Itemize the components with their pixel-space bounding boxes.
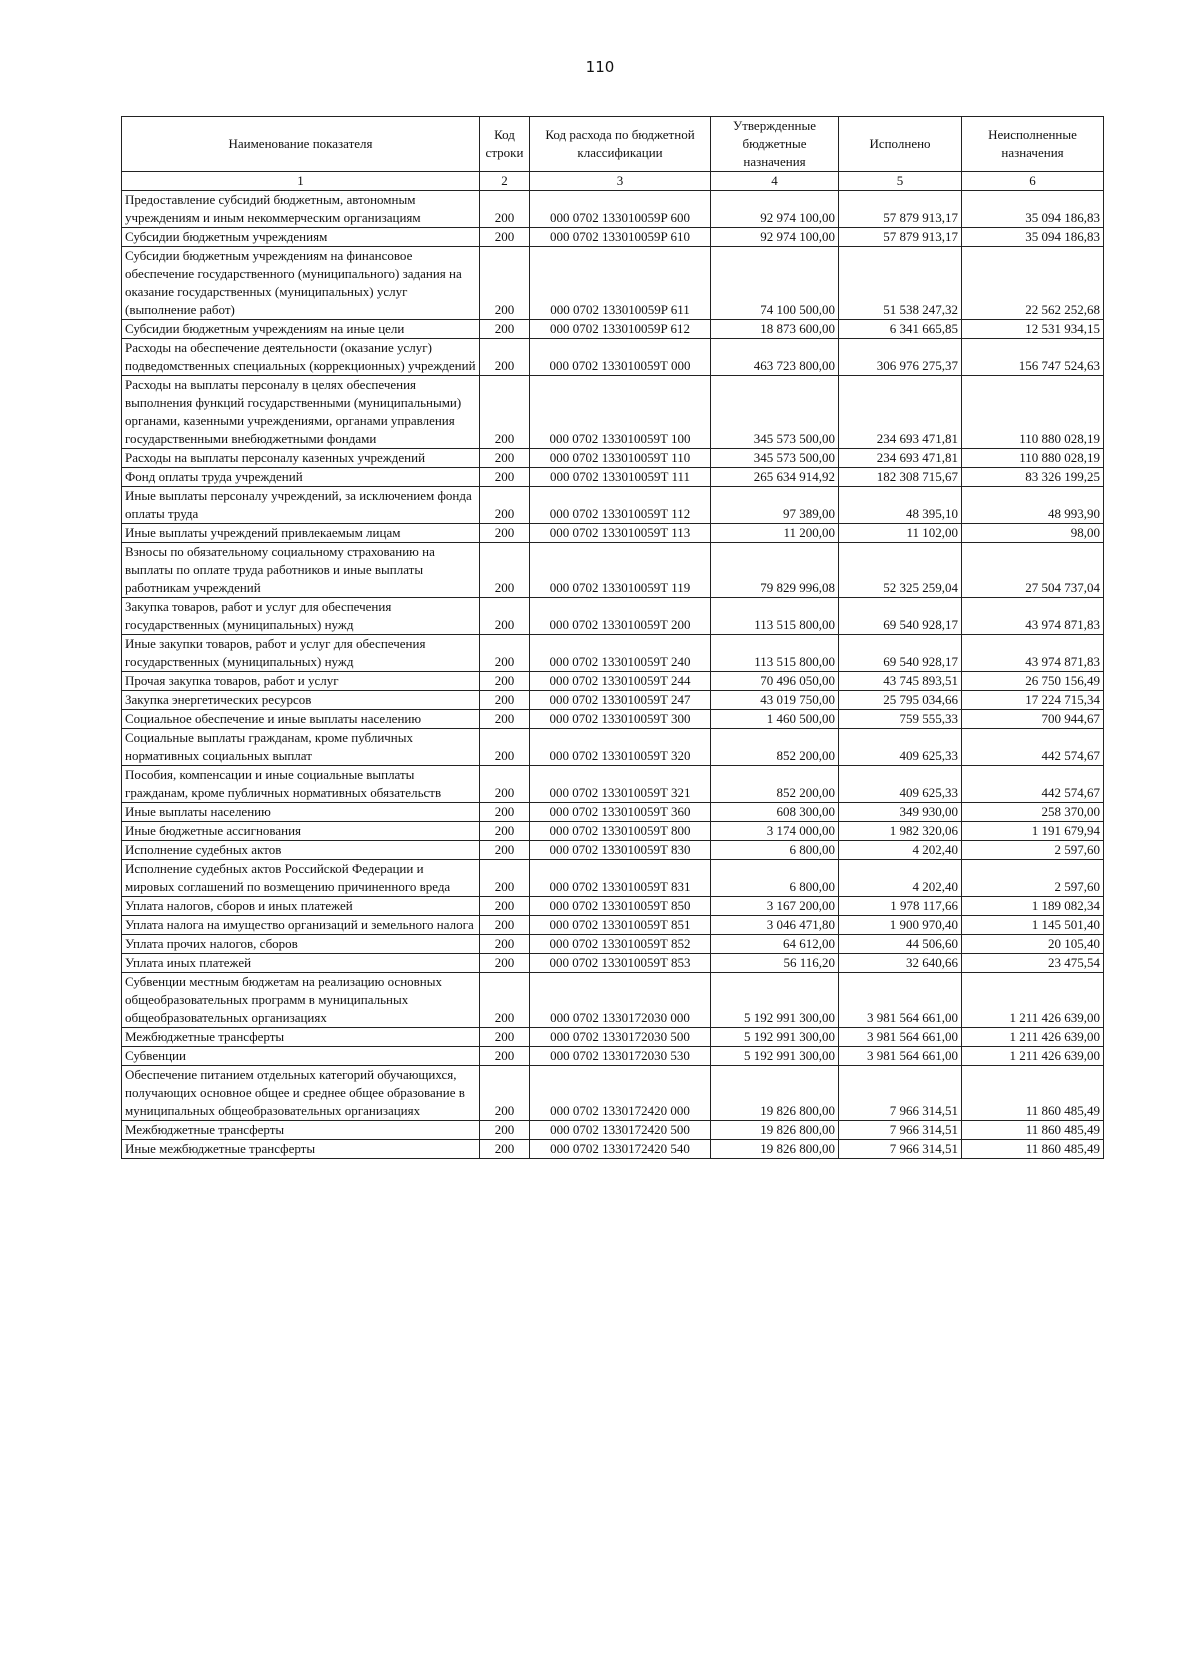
unexecuted-amount: 12 531 934,15 [962,320,1104,339]
indicator-name: Исполнение судебных актов Российской Федерации и мировых соглашений по возмещению причиненного вреда [122,860,480,897]
table-row [122,524,1104,543]
table-row [122,1140,1104,1159]
line-code: 200 [480,598,530,635]
executed-amount: 57 879 913,17 [839,228,962,247]
budget-code: 000 0702 133010059T 850 [530,897,711,916]
unexecuted-amount: 43 974 871,83 [962,635,1104,672]
budget-code: 000 0702 133010059T 830 [530,841,711,860]
unexecuted-amount: 1 211 426 639,00 [962,1047,1104,1066]
table-row [122,897,1104,916]
budget-code: 000 0702 133010059P 611 [530,247,711,320]
table-row [122,598,1104,635]
column-number: 6 [962,172,1104,191]
line-code: 200 [480,228,530,247]
approved-amount: 113 515 800,00 [711,598,839,635]
unexecuted-amount: 2 597,60 [962,841,1104,860]
approved-amount: 64 612,00 [711,935,839,954]
line-code: 200 [480,635,530,672]
line-code: 200 [480,191,530,228]
table-row [122,543,1104,598]
approved-amount: 19 826 800,00 [711,1066,839,1121]
executed-amount: 306 976 275,37 [839,339,962,376]
indicator-name: Фонд оплаты труда учреждений [122,468,480,487]
approved-amount: 5 192 991 300,00 [711,1028,839,1047]
unexecuted-amount: 27 504 737,04 [962,543,1104,598]
table-row [122,1047,1104,1066]
indicator-name: Социальные выплаты гражданам, кроме публичных нормативных социальных выплат [122,729,480,766]
executed-amount: 1 978 117,66 [839,897,962,916]
approved-amount: 463 723 800,00 [711,339,839,376]
unexecuted-amount: 156 747 524,63 [962,339,1104,376]
indicator-name: Иные закупки товаров, работ и услуг для обеспечения государственных (муниципальных) нужд [122,635,480,672]
line-code: 200 [480,973,530,1028]
line-code: 200 [480,710,530,729]
line-code: 200 [480,1140,530,1159]
budget-code: 000 0702 133010059T 112 [530,487,711,524]
budget-code: 000 0702 1330172420 000 [530,1066,711,1121]
table-row [122,729,1104,766]
indicator-name: Субсидии бюджетным учреждениям [122,228,480,247]
line-code: 200 [480,376,530,449]
line-code: 200 [480,672,530,691]
unexecuted-amount: 442 574,67 [962,729,1104,766]
unexecuted-amount: 442 574,67 [962,766,1104,803]
budget-code: 000 0702 133010059T 240 [530,635,711,672]
budget-code: 000 0702 133010059P 612 [530,320,711,339]
budget-code: 000 0702 133010059T 320 [530,729,711,766]
approved-amount: 56 116,20 [711,954,839,973]
approved-amount: 70 496 050,00 [711,672,839,691]
executed-amount: 32 640,66 [839,954,962,973]
table-row [122,339,1104,376]
column-header: Утвержденные бюджетные назначения [711,117,839,172]
approved-amount: 5 192 991 300,00 [711,1047,839,1066]
indicator-name: Иные бюджетные ассигнования [122,822,480,841]
line-code: 200 [480,339,530,376]
table-row [122,954,1104,973]
executed-amount: 182 308 715,67 [839,468,962,487]
unexecuted-amount: 17 224 715,34 [962,691,1104,710]
table-row [122,228,1104,247]
unexecuted-amount: 1 211 426 639,00 [962,973,1104,1028]
approved-amount: 19 826 800,00 [711,1140,839,1159]
approved-amount: 92 974 100,00 [711,228,839,247]
unexecuted-amount: 26 750 156,49 [962,672,1104,691]
table-row [122,860,1104,897]
budget-code: 000 0702 133010059T 300 [530,710,711,729]
budget-code: 000 0702 133010059T 851 [530,916,711,935]
line-code: 200 [480,247,530,320]
page-number: 110 [585,58,615,76]
executed-amount: 3 981 564 661,00 [839,973,962,1028]
table-row [122,691,1104,710]
line-code: 200 [480,954,530,973]
approved-amount: 92 974 100,00 [711,191,839,228]
budget-code: 000 0702 133010059T 110 [530,449,711,468]
line-code: 200 [480,1121,530,1140]
table-row [122,1028,1104,1047]
indicator-name: Закупка товаров, работ и услуг для обеспечения государственных (муниципальных) нужд [122,598,480,635]
indicator-name: Уплата налога на имущество организаций и земельного налога [122,916,480,935]
indicator-name: Субсидии бюджетным учреждениям на иные цели [122,320,480,339]
column-number-row [122,172,1104,191]
indicator-name: Иные межбюджетные трансферты [122,1140,480,1159]
column-header: Код расхода по бюджетной классификации [530,117,711,172]
indicator-name: Прочая закупка товаров, работ и услуг [122,672,480,691]
indicator-name: Субвенции [122,1047,480,1066]
approved-amount: 345 573 500,00 [711,449,839,468]
executed-amount: 7 966 314,51 [839,1140,962,1159]
column-number: 1 [122,172,480,191]
table-row [122,710,1104,729]
approved-amount: 3 167 200,00 [711,897,839,916]
unexecuted-amount: 2 597,60 [962,860,1104,897]
column-number: 4 [711,172,839,191]
table-row [122,1066,1104,1121]
approved-amount: 97 389,00 [711,487,839,524]
approved-amount: 113 515 800,00 [711,635,839,672]
executed-amount: 234 693 471,81 [839,449,962,468]
executed-amount: 43 745 893,51 [839,672,962,691]
line-code: 200 [480,449,530,468]
line-code: 200 [480,487,530,524]
table-header-row [122,117,1104,172]
executed-amount: 759 555,33 [839,710,962,729]
budget-code: 000 0702 133010059T 119 [530,543,711,598]
approved-amount: 19 826 800,00 [711,1121,839,1140]
table-row [122,635,1104,672]
indicator-name: Иные выплаты населению [122,803,480,822]
table-row [122,973,1104,1028]
approved-amount: 11 200,00 [711,524,839,543]
budget-code: 000 0702 133010059T 853 [530,954,711,973]
budget-code: 000 0702 1330172420 540 [530,1140,711,1159]
line-code: 200 [480,916,530,935]
executed-amount: 1 982 320,06 [839,822,962,841]
line-code: 200 [480,860,530,897]
line-code: 200 [480,935,530,954]
executed-amount: 4 202,40 [839,841,962,860]
budget-code: 000 0702 133010059T 831 [530,860,711,897]
budget-code: 000 0702 133010059T 244 [530,672,711,691]
indicator-name: Пособия, компенсации и иные социальные выплаты гражданам, кроме публичных нормативных обязательств [122,766,480,803]
column-number: 3 [530,172,711,191]
indicator-name: Обеспечение питанием отдельных категорий обучающихся, получающих основное общее и среднее общее образование в муниципальных общеобразовательных организациях [122,1066,480,1121]
indicator-name: Расходы на выплаты персоналу в целях обеспечения выполнения функций государственными (муниципальными) органами, казенными учреждениями, органами управления государственными внебюджетными фондами [122,376,480,449]
executed-amount: 52 325 259,04 [839,543,962,598]
executed-amount: 1 900 970,40 [839,916,962,935]
table-row [122,247,1104,320]
column-number: 5 [839,172,962,191]
indicator-name: Иные выплаты учреждений привлекаемым лицам [122,524,480,543]
budget-code: 000 0702 133010059T 321 [530,766,711,803]
unexecuted-amount: 48 993,90 [962,487,1104,524]
budget-code: 000 0702 133010059T 100 [530,376,711,449]
approved-amount: 6 800,00 [711,860,839,897]
approved-amount: 608 300,00 [711,803,839,822]
executed-amount: 7 966 314,51 [839,1066,962,1121]
budget-code: 000 0702 1330172030 500 [530,1028,711,1047]
unexecuted-amount: 258 370,00 [962,803,1104,822]
approved-amount: 43 019 750,00 [711,691,839,710]
executed-amount: 234 693 471,81 [839,376,962,449]
budget-code: 000 0702 133010059T 852 [530,935,711,954]
unexecuted-amount: 110 880 028,19 [962,376,1104,449]
approved-amount: 3 046 471,80 [711,916,839,935]
unexecuted-amount: 23 475,54 [962,954,1104,973]
unexecuted-amount: 98,00 [962,524,1104,543]
approved-amount: 74 100 500,00 [711,247,839,320]
executed-amount: 3 981 564 661,00 [839,1047,962,1066]
table-row [122,320,1104,339]
executed-amount: 4 202,40 [839,860,962,897]
line-code: 200 [480,729,530,766]
executed-amount: 409 625,33 [839,729,962,766]
approved-amount: 265 634 914,92 [711,468,839,487]
executed-amount: 6 341 665,85 [839,320,962,339]
line-code: 200 [480,691,530,710]
budget-code: 000 0702 133010059T 200 [530,598,711,635]
column-number: 2 [480,172,530,191]
unexecuted-amount: 1 189 082,34 [962,897,1104,916]
indicator-name: Субсидии бюджетным учреждениям на финансовое обеспечение государственного (муниципального) задания на оказание государственных (муниципальных) услуг (выполнение работ) [122,247,480,320]
approved-amount: 852 200,00 [711,766,839,803]
unexecuted-amount: 11 860 485,49 [962,1121,1104,1140]
budget-code: 000 0702 133010059T 800 [530,822,711,841]
unexecuted-amount: 11 860 485,49 [962,1066,1104,1121]
line-code: 200 [480,1066,530,1121]
indicator-name: Иные выплаты персоналу учреждений, за исключением фонда оплаты труда [122,487,480,524]
indicator-name: Исполнение судебных актов [122,841,480,860]
table-row [122,803,1104,822]
approved-amount: 3 174 000,00 [711,822,839,841]
table-row [122,935,1104,954]
unexecuted-amount: 700 944,67 [962,710,1104,729]
line-code: 200 [480,822,530,841]
budget-code: 000 0702 133010059P 610 [530,228,711,247]
budget-code: 000 0702 133010059T 113 [530,524,711,543]
unexecuted-amount: 35 094 186,83 [962,228,1104,247]
line-code: 200 [480,468,530,487]
executed-amount: 349 930,00 [839,803,962,822]
unexecuted-amount: 20 105,40 [962,935,1104,954]
column-header: Наименование показателя [122,117,480,172]
unexecuted-amount: 1 211 426 639,00 [962,1028,1104,1047]
table-row [122,449,1104,468]
budget-code: 000 0702 133010059T 111 [530,468,711,487]
indicator-name: Межбюджетные трансферты [122,1121,480,1140]
approved-amount: 79 829 996,08 [711,543,839,598]
table-row [122,766,1104,803]
line-code: 200 [480,897,530,916]
executed-amount: 7 966 314,51 [839,1121,962,1140]
table-row [122,376,1104,449]
executed-amount: 25 795 034,66 [839,691,962,710]
line-code: 200 [480,543,530,598]
line-code: 200 [480,524,530,543]
unexecuted-amount: 83 326 199,25 [962,468,1104,487]
unexecuted-amount: 1 191 679,94 [962,822,1104,841]
budget-code: 000 0702 1330172420 500 [530,1121,711,1140]
executed-amount: 3 981 564 661,00 [839,1028,962,1047]
table-row [122,468,1104,487]
column-header: Код строки [480,117,530,172]
unexecuted-amount: 43 974 871,83 [962,598,1104,635]
table-row [122,822,1104,841]
table-row [122,191,1104,228]
indicator-name: Социальное обеспечение и иные выплаты населению [122,710,480,729]
approved-amount: 18 873 600,00 [711,320,839,339]
executed-amount: 69 540 928,17 [839,635,962,672]
indicator-name: Уплата иных платежей [122,954,480,973]
table-row [122,672,1104,691]
executed-amount: 69 540 928,17 [839,598,962,635]
indicator-name: Субвенции местным бюджетам на реализацию основных общеобразовательных программ в муниципальных общеобразовательных организациях [122,973,480,1028]
line-code: 200 [480,766,530,803]
unexecuted-amount: 22 562 252,68 [962,247,1104,320]
budget-code: 000 0702 133010059T 247 [530,691,711,710]
table-row [122,487,1104,524]
line-code: 200 [480,1047,530,1066]
indicator-name: Закупка энергетических ресурсов [122,691,480,710]
budget-code: 000 0702 133010059T 360 [530,803,711,822]
executed-amount: 11 102,00 [839,524,962,543]
executed-amount: 44 506,60 [839,935,962,954]
budget-code: 000 0702 133010059P 600 [530,191,711,228]
line-code: 200 [480,1028,530,1047]
table-body [122,191,1104,1159]
table-row [122,916,1104,935]
budget-code: 000 0702 1330172030 000 [530,973,711,1028]
approved-amount: 5 192 991 300,00 [711,973,839,1028]
unexecuted-amount: 35 094 186,83 [962,191,1104,228]
unexecuted-amount: 110 880 028,19 [962,449,1104,468]
unexecuted-amount: 1 145 501,40 [962,916,1104,935]
indicator-name: Предоставление субсидий бюджетным, автономным учреждениям и иным некоммерческим организациям [122,191,480,228]
indicator-name: Межбюджетные трансферты [122,1028,480,1047]
column-header: Неисполненные назначения [962,117,1104,172]
executed-amount: 48 395,10 [839,487,962,524]
line-code: 200 [480,803,530,822]
table-row [122,1121,1104,1140]
executed-amount: 51 538 247,32 [839,247,962,320]
budget-code: 000 0702 133010059T 000 [530,339,711,376]
table-row [122,841,1104,860]
column-header: Исполнено [839,117,962,172]
line-code: 200 [480,320,530,339]
approved-amount: 1 460 500,00 [711,710,839,729]
approved-amount: 6 800,00 [711,841,839,860]
indicator-name: Уплата прочих налогов, сборов [122,935,480,954]
executed-amount: 57 879 913,17 [839,191,962,228]
budget-execution-table [121,116,1104,1159]
executed-amount: 409 625,33 [839,766,962,803]
indicator-name: Расходы на выплаты персоналу казенных учреждений [122,449,480,468]
indicator-name: Взносы по обязательному социальному страхованию на выплаты по оплате труда работников и иные выплаты работникам учреждений [122,543,480,598]
unexecuted-amount: 11 860 485,49 [962,1140,1104,1159]
budget-code: 000 0702 1330172030 530 [530,1047,711,1066]
approved-amount: 345 573 500,00 [711,376,839,449]
indicator-name: Уплата налогов, сборов и иных платежей [122,897,480,916]
indicator-name: Расходы на обеспечение деятельности (оказание услуг) подведомственных специальных (коррекционных) учреждений [122,339,480,376]
line-code: 200 [480,841,530,860]
approved-amount: 852 200,00 [711,729,839,766]
